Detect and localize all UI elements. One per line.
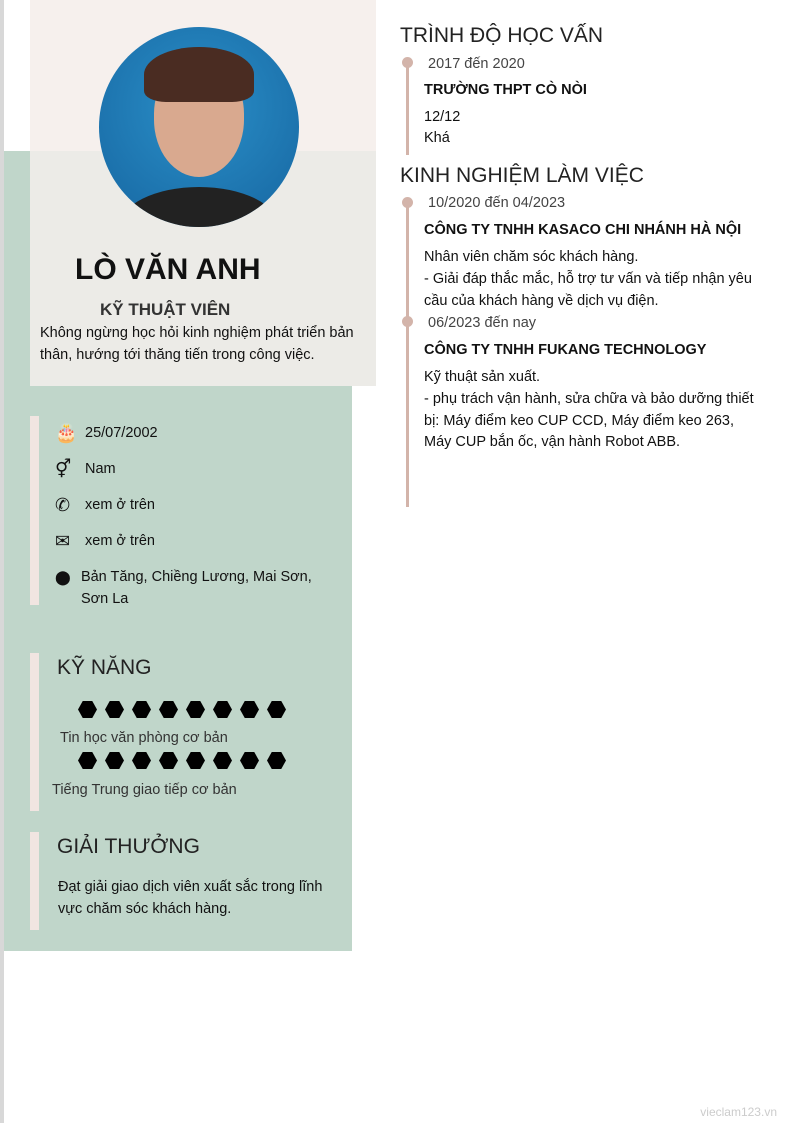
skills-bar xyxy=(30,653,39,811)
timeline-dot xyxy=(402,316,413,327)
awards-heading: GIẢI THƯỞNG xyxy=(57,835,200,858)
contact-bar xyxy=(30,416,39,605)
phone-icon: ✆ xyxy=(55,495,71,515)
education-heading: TRÌNH ĐỘ HỌC VẤN xyxy=(400,24,604,47)
education-timeline xyxy=(406,61,409,155)
candidate-name: LÒ VĂN ANH xyxy=(75,253,261,286)
award-text: Đạt giải giao dịch viên xuất sắc trong lĩnh vực chăm sóc khách hàng. xyxy=(58,879,323,917)
education-detail: 12/12 xyxy=(424,109,461,125)
experience-date: 06/2023 đến nay xyxy=(428,315,537,331)
gender-icon: ⚥ xyxy=(55,459,72,479)
contact-phone: ✆ xem ở trên xyxy=(55,495,155,515)
company-name: CÔNG TY TNHH KASACO CHI NHÁNH HÀ NỘI xyxy=(424,222,742,238)
contact-birthday: 🎂 25/07/2002 xyxy=(55,423,158,443)
timeline-dot xyxy=(402,57,413,68)
skill-name: Tiếng Trung giao tiếp cơ bản xyxy=(52,782,237,798)
summary: Không ngừng học hỏi kinh nghiệm phát triển bản thân, hướng tới thăng tiến trong công việc. xyxy=(40,325,354,363)
experience-date: 10/2020 đến 04/2023 xyxy=(428,195,566,211)
education-grade: Khá xyxy=(424,130,450,146)
job-description: - phụ trách vận hành, sửa chữa và bảo dưỡng thiết bị: Máy điểm keo CUP CCD, Máy điểm keo 263, Máy CUP bắn ốc, vận hành Robot ABB. xyxy=(424,391,754,450)
email-icon: ✉ xyxy=(55,531,71,551)
skill-rating-2 xyxy=(78,752,286,769)
skills-heading: KỸ NĂNG xyxy=(57,656,152,679)
contact-gender: ⚥ Nam xyxy=(55,459,116,479)
school-name: TRƯỜNG THPT CÒ NÒI xyxy=(424,82,587,98)
contact-email: ✉ xem ở trên xyxy=(55,531,155,551)
timeline-dot xyxy=(402,197,413,208)
contact-list xyxy=(55,422,325,624)
experience-timeline xyxy=(406,200,409,507)
job-title: KỸ THUẬT VIÊN xyxy=(100,300,231,319)
awards-bar xyxy=(30,832,39,930)
location-icon: ⬤ xyxy=(55,569,71,585)
experience-heading: KINH NGHIỆM LÀM VIỆC xyxy=(400,164,644,187)
job-role: Nhân viên chăm sóc khách hàng. xyxy=(424,249,639,265)
job-role: Kỹ thuật sản xuất. xyxy=(424,369,541,385)
avatar xyxy=(99,27,299,227)
skill-rating-1 xyxy=(78,701,286,718)
job-description: - Giải đáp thắc mắc, hỗ trợ tư vấn và tiếp nhận yêu cầu của khách hàng về dịch vụ điện. xyxy=(424,271,752,309)
contact-address: ⬤ Bản Tăng, Chiềng Lương, Mai Sơn, Sơn La xyxy=(55,566,325,610)
education-date: 2017 đến 2020 xyxy=(428,56,525,72)
birthday-cake-icon: 🎂 xyxy=(55,423,78,443)
company-name: CÔNG TY TNHH FUKANG TECHNOLOGY xyxy=(424,342,707,358)
skill-name: Tin học văn phòng cơ bản xyxy=(60,730,228,746)
watermark: vieclam123.vn xyxy=(700,1105,777,1119)
